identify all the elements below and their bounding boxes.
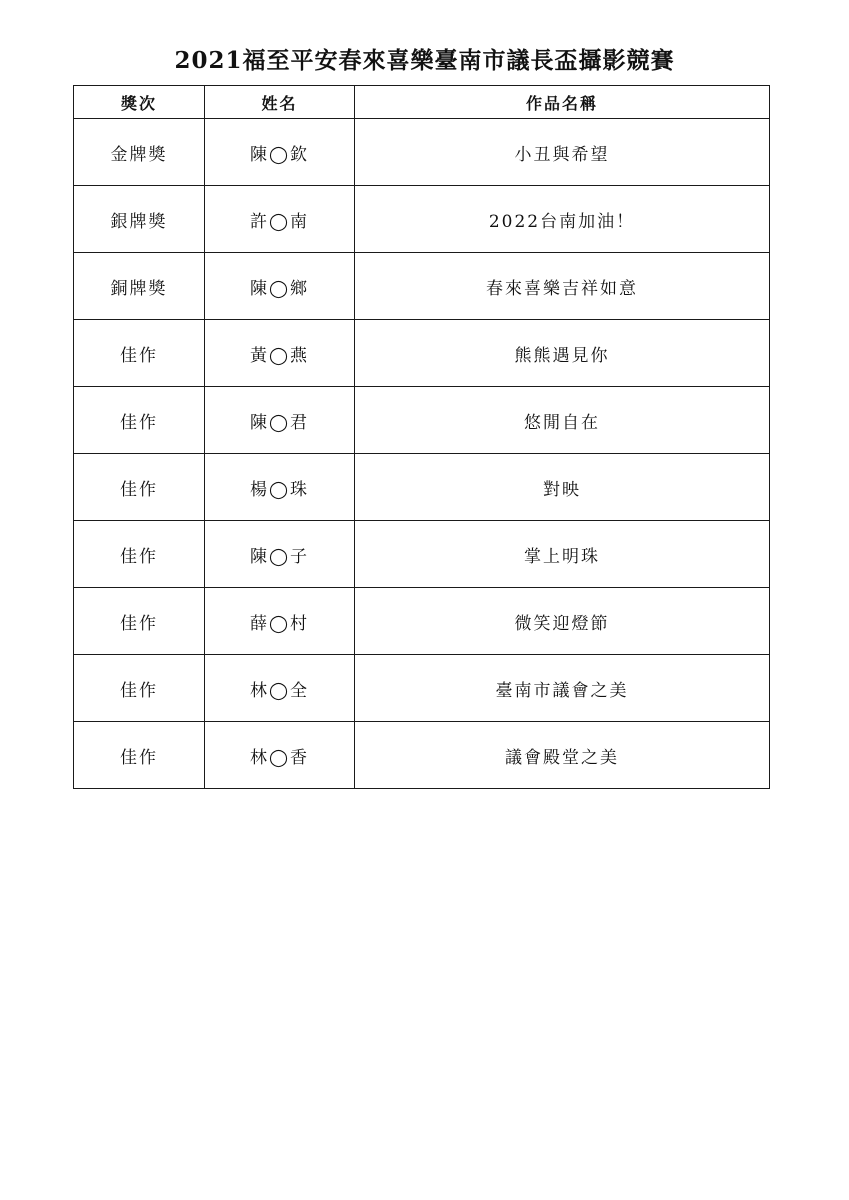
table-row [74,588,770,655]
name-cell: 陳◯欽 [205,119,355,186]
work-title-cell: 臺南市議會之美 [355,655,770,722]
table-row [74,655,770,722]
name-cell: 薛◯村 [205,588,355,655]
award-cell: 佳作 [74,454,205,521]
table-row [74,253,770,320]
award-cell: 佳作 [74,722,205,789]
award-cell: 佳作 [74,521,205,588]
award-cell: 佳作 [74,655,205,722]
table-row [74,119,770,186]
work-title-cell: 2022台南加油！ [355,186,770,253]
name-cell: 黃◯燕 [205,320,355,387]
page-title: 2021福至平安春來喜樂臺南市議長盃攝影競賽 [174,47,675,74]
table-row [74,454,770,521]
work-title-cell: 對映 [355,454,770,521]
name-cell: 楊◯珠 [205,454,355,521]
name-cell: 林◯香 [205,722,355,789]
award-cell: 銀牌獎 [74,186,205,253]
award-cell: 金牌獎 [74,119,205,186]
table-row [74,722,770,789]
name-cell: 陳◯子 [205,521,355,588]
name-cell: 林◯全 [205,655,355,722]
work-title-cell: 春來喜樂吉祥如意 [355,253,770,320]
name-cell: 陳◯君 [205,387,355,454]
results-table [73,85,770,789]
header-work-title: 作品名稱 [355,86,770,119]
work-title-cell: 小丑與希望 [355,119,770,186]
award-cell: 佳作 [74,588,205,655]
name-cell: 陳◯鄉 [205,253,355,320]
table-row [74,320,770,387]
work-title-cell: 悠閒自在 [355,387,770,454]
name-cell: 許◯南 [205,186,355,253]
work-title-cell: 熊熊遇見你 [355,320,770,387]
table-row [74,387,770,454]
work-title-cell: 掌上明珠 [355,521,770,588]
award-cell: 佳作 [74,320,205,387]
award-cell: 佳作 [74,387,205,454]
table-row [74,521,770,588]
header-name: 姓名 [205,86,355,119]
header-award: 獎次 [74,86,205,119]
work-title-cell: 微笑迎燈節 [355,588,770,655]
table-header-row [74,86,770,119]
work-title-cell: 議會殿堂之美 [355,722,770,789]
table-row [74,186,770,253]
award-cell: 銅牌獎 [74,253,205,320]
